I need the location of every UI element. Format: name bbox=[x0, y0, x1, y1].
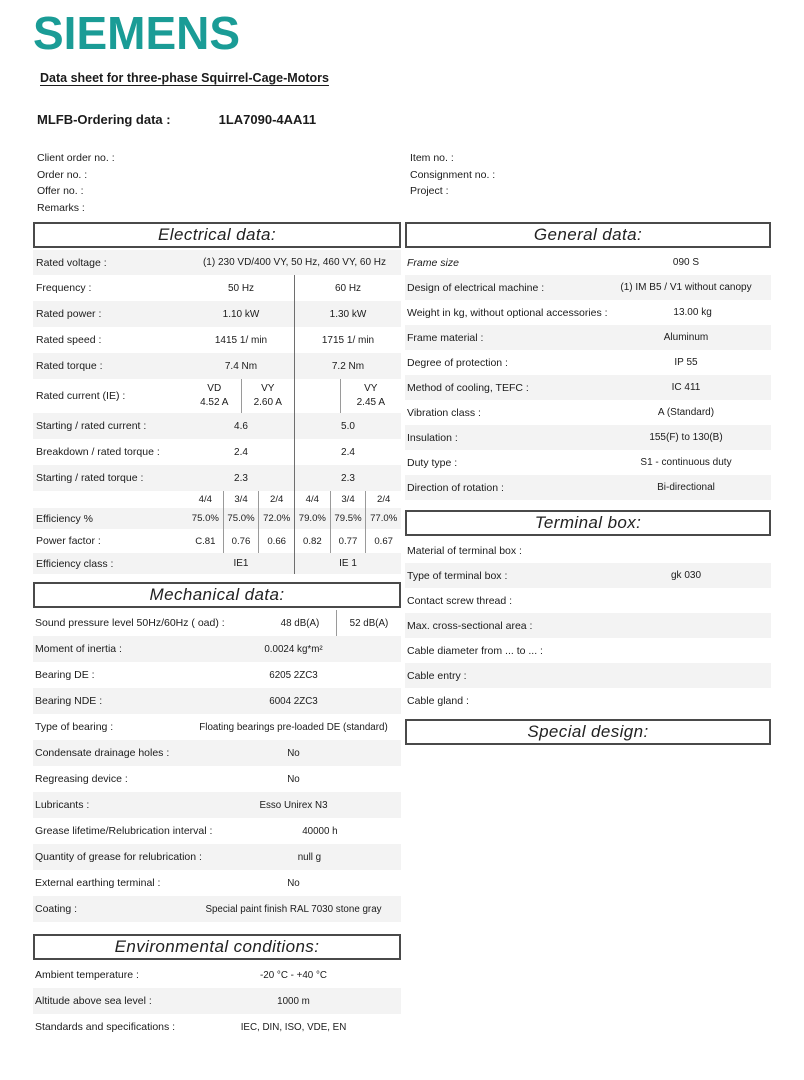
consignment-no-label: Consignment no. : bbox=[410, 168, 496, 181]
row-rated-voltage bbox=[33, 250, 401, 275]
sound-pressure-label: Sound pressure level 50Hz/60Hz ( oad) : bbox=[35, 617, 225, 629]
rated-current-vy60-cell bbox=[340, 379, 401, 413]
breakdown-rated-torque-label: Breakdown / rated torque : bbox=[36, 446, 160, 458]
terminal-type-value: gk 030 bbox=[670, 570, 702, 581]
row-grease-lifetime bbox=[33, 818, 401, 844]
mlfb-label: MLFB-Ordering data : bbox=[37, 112, 171, 127]
general-data-title: General data: bbox=[533, 225, 643, 244]
remarks-label: Remarks : bbox=[37, 201, 85, 214]
power-factor-value-5: 0.77 bbox=[330, 529, 366, 553]
external-earthing-label: External earthing terminal : bbox=[35, 877, 161, 889]
efficiency-class-label: Efficiency class : bbox=[36, 557, 114, 570]
general-data-header bbox=[405, 222, 771, 248]
grease-lifetime-value: 40000 h bbox=[302, 825, 338, 837]
efficiency-value-5: 79.5% bbox=[330, 508, 366, 529]
cable-gland-value bbox=[601, 688, 771, 713]
row-starting-rated-current bbox=[33, 413, 401, 439]
rated-current-vy50-header: VY bbox=[261, 383, 275, 394]
mlfb-ordering-row bbox=[37, 112, 316, 127]
row-vibration-class bbox=[405, 400, 771, 425]
left-column bbox=[33, 222, 401, 1040]
cable-entry-value bbox=[601, 663, 771, 688]
row-contact-screw-thread bbox=[405, 588, 771, 613]
type-of-bearing-value: Floating bearings pre-loaded DE (standard) bbox=[199, 721, 388, 733]
grease-quantity-value: null g bbox=[297, 851, 322, 863]
terminal-material-value bbox=[601, 538, 771, 563]
row-frequency bbox=[33, 275, 401, 301]
power-factor-value-6: 0.67 bbox=[365, 529, 401, 553]
bearing-nde-value: 6004 2ZC3 bbox=[269, 695, 318, 707]
degree-of-protection-label: Degree of protection : bbox=[407, 356, 508, 369]
rated-current-vy50-value: 2.60 A bbox=[253, 397, 282, 408]
design-of-machine-value: (1) IM B5 / V1 without canopy bbox=[620, 282, 752, 293]
row-frame-size bbox=[405, 250, 771, 275]
rated-voltage-value: (1) 230 VD/400 VY, 50 Hz, 460 VY, 60 Hz bbox=[202, 257, 387, 268]
rated-current-vy60-header: VY bbox=[364, 383, 378, 394]
row-regreasing-device bbox=[33, 766, 401, 792]
vibration-class-value: A (Standard) bbox=[657, 407, 715, 418]
environmental-conditions-header bbox=[33, 934, 401, 960]
efficiency-class-60hz: IE 1 bbox=[294, 553, 401, 574]
terminal-type-label: Type of terminal box : bbox=[407, 569, 508, 582]
mechanical-data-title: Mechanical data: bbox=[149, 585, 285, 604]
order-info-right bbox=[410, 150, 495, 200]
cable-entry-label: Cable entry : bbox=[407, 669, 467, 682]
row-power-factor bbox=[33, 529, 401, 553]
sound-pressure-60hz: 52 dB(A) bbox=[336, 610, 401, 636]
special-design-header bbox=[405, 719, 771, 745]
starting-rated-torque-60hz: 2.3 bbox=[294, 465, 401, 491]
regreasing-device-label: Regreasing device : bbox=[35, 773, 128, 785]
efficiency-label: Efficiency % bbox=[36, 512, 93, 525]
row-efficiency bbox=[33, 508, 401, 529]
grease-quantity-label: Quantity of grease for relubrication : bbox=[35, 851, 202, 863]
design-of-machine-label: Design of electrical machine : bbox=[407, 281, 545, 294]
client-order-no-label: Client order no. : bbox=[37, 152, 115, 164]
load-point-1: 4/4 bbox=[198, 494, 212, 505]
rated-current-vd-value: 4.52 A bbox=[200, 397, 229, 408]
rated-power-label: Rated power : bbox=[36, 308, 102, 320]
frequency-60hz: 60 Hz bbox=[294, 275, 401, 301]
right-column bbox=[405, 222, 771, 747]
load-point-2: 3/4 bbox=[223, 491, 259, 508]
row-cable-gland bbox=[405, 688, 771, 713]
row-rated-current bbox=[33, 379, 401, 413]
starting-rated-current-50hz: 4.6 bbox=[234, 420, 248, 432]
efficiency-value-1: 75.0% bbox=[191, 513, 219, 524]
row-max-cross-sectional-area bbox=[405, 613, 771, 638]
environmental-conditions-title: Environmental conditions: bbox=[114, 937, 320, 956]
type-of-bearing-label: Type of bearing : bbox=[35, 721, 114, 733]
row-sound-pressure bbox=[33, 610, 401, 636]
power-factor-value-2: 0.76 bbox=[223, 529, 259, 553]
row-breakdown-rated-torque bbox=[33, 439, 401, 465]
rated-speed-50hz: 1415 1/ min bbox=[214, 334, 268, 346]
coating-label: Coating : bbox=[35, 903, 78, 915]
coating-value: Special paint finish RAL 7030 stone gray bbox=[205, 903, 382, 915]
external-earthing-value: No bbox=[287, 877, 300, 889]
row-rated-speed bbox=[33, 327, 401, 353]
rated-torque-60hz: 7.2 Nm bbox=[294, 353, 401, 379]
sound-pressure-50hz: 48 dB(A) bbox=[280, 617, 320, 629]
standards-label: Standards and specifications : bbox=[35, 1021, 176, 1033]
efficiency-value-2: 75.0% bbox=[223, 508, 259, 529]
offer-no-label: Offer no. : bbox=[37, 185, 84, 197]
row-coating bbox=[33, 896, 401, 922]
power-factor-value-4: 0.82 bbox=[294, 529, 330, 553]
row-condensate-drainage bbox=[33, 740, 401, 766]
power-factor-value-3: 0.66 bbox=[258, 529, 294, 553]
condensate-drainage-value: No bbox=[287, 747, 300, 759]
cable-diameter-label: Cable diameter from ... to ... : bbox=[407, 644, 543, 657]
rated-current-vy60-value: 2.45 A bbox=[356, 397, 385, 408]
lubricants-value: Esso Unirex N3 bbox=[259, 799, 328, 811]
insulation-label: Insulation : bbox=[407, 431, 458, 444]
starting-rated-torque-50hz: 2.3 bbox=[234, 472, 248, 484]
direction-of-rotation-label: Direction of rotation : bbox=[407, 481, 504, 494]
row-duty-type bbox=[405, 450, 771, 475]
row-load-points bbox=[33, 491, 401, 508]
frame-size-label: Frame size bbox=[407, 256, 459, 269]
bearing-de-value: 6205 2ZC3 bbox=[269, 669, 318, 681]
vibration-class-label: Vibration class : bbox=[407, 406, 481, 419]
row-bearing-nde bbox=[33, 688, 401, 714]
starting-rated-torque-label: Starting / rated torque : bbox=[36, 472, 144, 484]
bearing-nde-label: Bearing NDE : bbox=[35, 695, 103, 707]
contact-screw-thread-value bbox=[601, 588, 771, 613]
frame-size-value: 090 S bbox=[672, 257, 700, 268]
max-cross-sectional-area-label: Max. cross-sectional area : bbox=[407, 619, 533, 632]
efficiency-value-6: 77.0% bbox=[365, 508, 401, 529]
rated-power-60hz: 1.30 kW bbox=[294, 301, 401, 327]
terminal-material-label: Material of terminal box : bbox=[407, 544, 522, 557]
frame-material-value: Aluminum bbox=[663, 332, 709, 343]
terminal-box-header bbox=[405, 510, 771, 536]
row-cable-entry bbox=[405, 663, 771, 688]
rated-current-vd-cell bbox=[188, 379, 241, 413]
row-altitude bbox=[33, 988, 401, 1014]
duty-type-label: Duty type : bbox=[407, 456, 458, 469]
cable-gland-label: Cable gland : bbox=[407, 694, 469, 707]
method-of-cooling-value: IC 411 bbox=[671, 382, 701, 393]
row-starting-rated-torque bbox=[33, 465, 401, 491]
order-no-label: Order no. : bbox=[37, 168, 88, 181]
rated-voltage-label: Rated voltage : bbox=[36, 256, 107, 269]
load-point-5: 3/4 bbox=[330, 491, 366, 508]
special-design-title: Special design: bbox=[527, 722, 649, 741]
order-info-left bbox=[37, 150, 115, 216]
moment-of-inertia-value: 0.0024 kg*m² bbox=[264, 643, 323, 655]
doc-title: Data sheet for three-phase Squirrel-Cage-Motors bbox=[40, 71, 329, 85]
row-method-of-cooling bbox=[405, 375, 771, 400]
load-point-3: 2/4 bbox=[258, 491, 294, 508]
rated-current-vd-header: VD bbox=[207, 383, 222, 394]
method-of-cooling-label: Method of cooling, TEFC : bbox=[407, 381, 529, 394]
row-cable-diameter bbox=[405, 638, 771, 663]
rated-speed-60hz: 1715 1/ min bbox=[294, 327, 401, 353]
condensate-drainage-label: Condensate drainage holes : bbox=[35, 747, 170, 759]
ambient-temperature-label: Ambient temperature : bbox=[35, 969, 139, 981]
electrical-data-header bbox=[33, 222, 401, 248]
row-type-of-bearing bbox=[33, 714, 401, 740]
contact-screw-thread-label: Contact screw thread : bbox=[407, 594, 513, 607]
load-point-4: 4/4 bbox=[294, 491, 330, 508]
breakdown-rated-torque-60hz: 2.4 bbox=[294, 439, 401, 465]
bearing-de-label: Bearing DE : bbox=[35, 669, 95, 681]
rated-current-empty-cell bbox=[295, 379, 340, 413]
breakdown-rated-torque-50hz: 2.4 bbox=[234, 446, 248, 458]
standards-value: IEC, DIN, ISO, VDE, EN bbox=[240, 1021, 347, 1033]
moment-of-inertia-label: Moment of inertia : bbox=[35, 643, 122, 655]
row-weight bbox=[405, 300, 771, 325]
power-factor-value-1: C.81 bbox=[195, 535, 216, 547]
insulation-value: 155(F) to 130(B) bbox=[649, 432, 723, 443]
regreasing-device-value: No bbox=[287, 773, 300, 785]
row-external-earthing bbox=[33, 870, 401, 896]
rated-power-50hz: 1.10 kW bbox=[222, 308, 260, 320]
row-frame-material bbox=[405, 325, 771, 350]
direction-of-rotation-value: Bi-directional bbox=[657, 482, 715, 493]
terminal-box-title: Terminal box: bbox=[534, 513, 642, 532]
row-design-of-machine bbox=[405, 275, 771, 300]
efficiency-value-3: 72.0% bbox=[258, 508, 294, 529]
row-moment-of-inertia bbox=[33, 636, 401, 662]
row-efficiency-class bbox=[33, 553, 401, 574]
row-bearing-de bbox=[33, 662, 401, 688]
starting-rated-current-60hz: 5.0 bbox=[294, 413, 401, 439]
mlfb-value: 1LA7090-4AA11 bbox=[218, 112, 317, 127]
row-terminal-material bbox=[405, 538, 771, 563]
row-rated-power bbox=[33, 301, 401, 327]
row-insulation bbox=[405, 425, 771, 450]
efficiency-value-4: 79.0% bbox=[294, 508, 330, 529]
rated-torque-50hz: 7.4 Nm bbox=[224, 360, 258, 372]
frequency-50hz: 50 Hz bbox=[227, 282, 255, 294]
cable-diameter-value bbox=[601, 638, 771, 663]
row-standards bbox=[33, 1014, 401, 1040]
altitude-label: Altitude above sea level : bbox=[35, 995, 152, 1007]
item-no-label: Item no. : bbox=[410, 152, 454, 164]
row-lubricants bbox=[33, 792, 401, 818]
rated-speed-label: Rated speed : bbox=[36, 334, 102, 346]
rated-torque-label: Rated torque : bbox=[36, 360, 103, 372]
power-factor-label: Power factor : bbox=[36, 535, 101, 547]
grease-lifetime-label: Grease lifetime/Relubrication interval : bbox=[35, 825, 213, 837]
degree-of-protection-value: IP 55 bbox=[674, 357, 698, 368]
duty-type-value: S1 - continuous duty bbox=[640, 457, 732, 468]
rated-current-vy50-cell bbox=[241, 379, 295, 413]
altitude-value: 1000 m bbox=[277, 995, 310, 1007]
row-degree-of-protection bbox=[405, 350, 771, 375]
siemens-logo: SIEMENS bbox=[33, 7, 241, 59]
row-direction-of-rotation bbox=[405, 475, 771, 500]
load-points-label bbox=[33, 491, 188, 508]
weight-label: Weight in kg, without optional accessories : bbox=[407, 306, 608, 319]
rated-current-label: Rated current (IE) : bbox=[36, 390, 126, 402]
row-ambient-temperature bbox=[33, 962, 401, 988]
frame-material-label: Frame material : bbox=[407, 331, 484, 344]
ambient-temperature-value: -20 °C - +40 °C bbox=[260, 969, 327, 981]
lubricants-label: Lubricants : bbox=[35, 799, 90, 811]
electrical-data-title: Electrical data: bbox=[158, 225, 276, 244]
max-cross-sectional-area-value bbox=[601, 613, 771, 638]
mechanical-data-header bbox=[33, 582, 401, 608]
row-grease-quantity bbox=[33, 844, 401, 870]
starting-rated-current-label: Starting / rated current : bbox=[36, 420, 147, 432]
load-point-6: 2/4 bbox=[365, 491, 401, 508]
project-label: Project : bbox=[410, 185, 449, 197]
frequency-label: Frequency : bbox=[36, 282, 92, 294]
efficiency-class-50hz: IE1 bbox=[233, 558, 249, 569]
row-rated-torque bbox=[33, 353, 401, 379]
weight-value: 13.00 kg bbox=[673, 307, 712, 318]
row-terminal-type bbox=[405, 563, 771, 588]
